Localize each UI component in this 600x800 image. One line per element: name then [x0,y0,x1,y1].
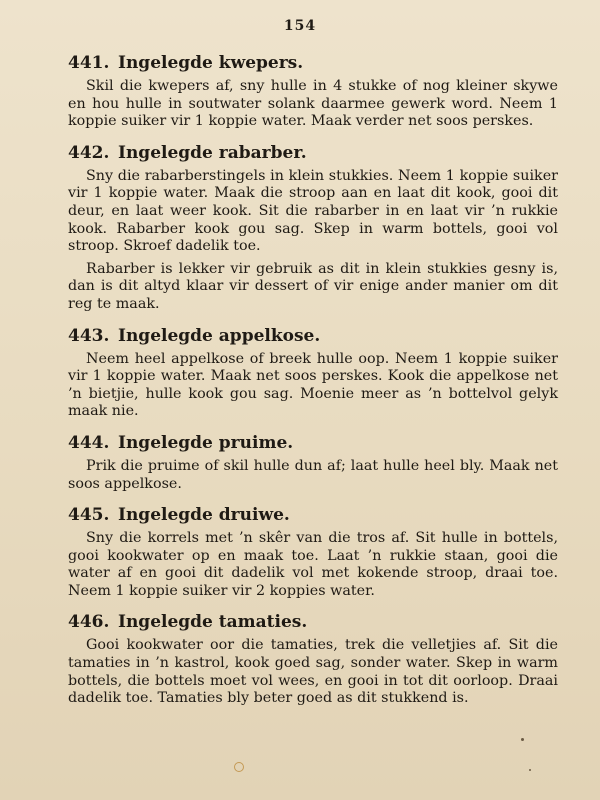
page-number: 154 [283,18,317,34]
recipe-title: Ingelegde druiwe. [118,505,290,526]
recipe-title: Ingelegde rabarber. [118,142,307,163]
recipe-heading [68,504,558,526]
recipe-title: Ingelegde appelkose. [118,325,321,346]
recipe-number: 441. [68,53,110,73]
paper-speck [529,769,531,771]
recipe-title: Ingelegde kwepers. [118,53,304,73]
recipe-heading [68,52,558,74]
recipe-heading [68,432,558,454]
paper-speck [521,738,524,741]
recipe-number: 445. [68,505,110,526]
recipe [68,504,558,600]
recipe-list [68,52,558,719]
recipe [68,142,558,314]
recipe-title: Ingelegde tamaties. [118,612,308,633]
recipe [68,611,558,707]
recipe-number: 443. [68,325,110,346]
recipe-paragraph: Rabarber is lekker vir gebruik as dit in klein stukkies gesny is, dan is dit altyd klaar vir dessert of vir enige ander manier om dit reg te maak. [68,260,558,312]
recipe-paragraph: Sny die korrels met ’n skêr van die tros af. Sit hulle in bottels, gooi kookwater op en maak toe. Laat ’n rukkie staan, gooi die water af en gooi dit dadelik vol met kokende stroop, draai toe. Neem 1 koppie suiker vir 2 koppies water. [68,530,558,599]
recipe-paragraph: Gooi kookwater oor die tamaties, trek die velletjies af. Sit die tamaties in ’n kastrol, kook goed sag, sonder water. Skep in warm bottels, die bottels moet vol wees, en gooi in tot dit oorloop. Draai dadelik toe. Tamaties bly beter goed as dit stukkend is. [68,637,558,707]
recipe-paragraph: Sny die rabarberstingels in klein stukkies. Neem 1 koppie suiker vir 1 koppie water. Maak die stroop aan en laat dit kook, gooi dit deur, en laat weer kook. Sit die rabarber in en laat vir ’n rukkie kook. Rabarber kook gou sag. Skep in warm bottels, gooi vol stroop. Skroef dadelik toe. [68,167,558,255]
recipe [68,52,558,131]
recipe-number: 444. [68,432,110,453]
recipe-number: 442. [68,142,110,163]
recipe-paragraph: Prik die pruime of skil hulle dun af; laat hulle heel bly. Maak net soos appelkose. [68,457,558,492]
recipe-heading [68,611,558,633]
recipe [68,432,558,493]
recipe-heading [68,325,558,347]
recipe-heading [68,142,558,164]
recipe-title: Ingelegde pruime. [118,432,294,453]
paper-stain [234,762,244,772]
recipe-number: 446. [68,612,110,633]
recipe-paragraph: Skil die kwepers af, sny hulle in 4 stukke of nog kleiner skywe en hou hulle in soutwater solank daarmee gewerk word. Neem 1 koppie suiker vir 1 koppie water. Maak verder net soos perskes. [68,78,558,130]
recipe [68,325,558,421]
recipe-paragraph: Neem heel appelkose of breek hulle oop. Neem 1 koppie suiker vir 1 koppie water. Maak net soos perskes. Kook die appelkose net ’n bietjie, hulle kook gou sag. Moenie meer as ’n bottelvol gelyk maak nie. [68,350,558,420]
